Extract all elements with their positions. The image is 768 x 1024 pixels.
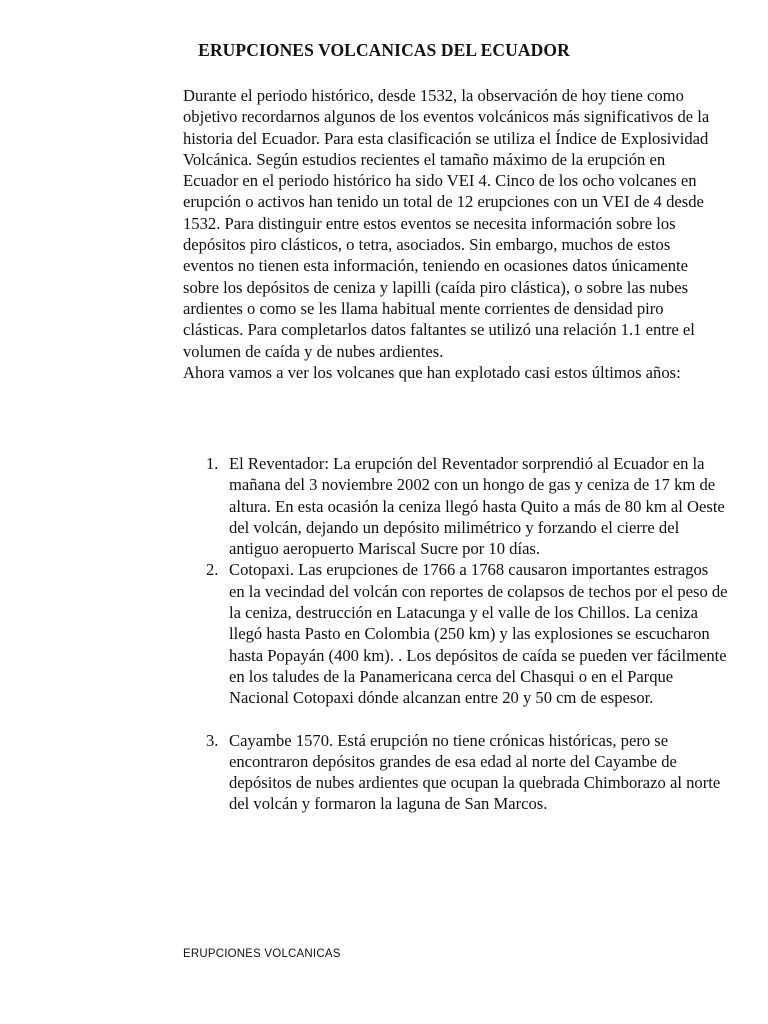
intro-section xyxy=(183,85,723,383)
intro-paragraph: Durante el periodo histórico, desde 1532, la observación de hoy tiene como objetivo recordarnos algunos de los eventos volcánicos más significativos de la historia del Ecuador. Para esta clasificación se utiliza el Índice de Explosividad Volcánica. Según estudios recientes el tamaño máximo de la erupción en Ecuador en el periodo histórico ha sido VEI 4. Cinco de los ocho volcanes en erupción o activos han tenido un total de 12 erupciones con un VEI de 4 desde 1532. Para distinguir entre estos eventos se necesita información sobre los depósitos piro clásticos, o tetra, asociados. Sin embargo, muchos de estos eventos no tienen esta información, teniendo en ocasiones datos únicamente sobre los depósitos de ceniza y lapilli (caída piro clástica), o sobre las nubes ardientes o como se les llama habitual mente corrientes de densidad piro clásticas. Para completarlos datos faltantes se utilizó una relación 1.1 entre el volumen de caída y de nubes ardientes. xyxy=(183,86,710,361)
list-item-cayambe xyxy=(183,730,728,815)
page-footer: ERUPCIONES VOLCANICAS xyxy=(183,948,341,960)
volcano-list xyxy=(183,453,728,815)
list-item-number: 2. xyxy=(206,560,219,580)
list-item-text: El Reventador: La erupción del Reventador sorprendió al Ecuador en la mañana del 3 noviembre 2002 con un hongo de gas y ceniza de 17 km de altura. En esta ocasión la ceniza llegó hasta Quito a más de 80 km al Oeste del volcán, dejando un depósito milimétrico y forzando el cierre del antiguo aeropuerto Mariscal Sucre por 10 días. xyxy=(229,454,725,559)
list-item-text: Cotopaxi. Las erupciones de 1766 a 1768 causaron importantes estragos en la vecindad del volcán con reportes de colapsos de techos por el peso de la ceniza, destrucción en Latacunga y el valle de los Chillos. La ceniza llegó hasta Pasto en Colombia (250 km) y las explosiones se escucharon hasta Popayán (400 km). . Los depósitos de caída se pueden ver fácilmente en los taludes de la Panamericana cerca del Chasqui o en el Parque Nacional Cotopaxi dónde alcanzan entre 20 y 50 cm de espesor. xyxy=(229,560,728,708)
document-title: ERUPCIONES VOLCANICAS DEL ECUADOR xyxy=(198,40,570,60)
list-item-text: Cayambe 1570. Está erupción no tiene crónicas históricas, pero se encontraron depósitos grandes de esa edad al norte del Cayambe de depósitos de nubes ardientes que ocupan la quebrada Chimborazo al norte del volcán y formaron la laguna de San Marcos. xyxy=(229,730,721,814)
list-item-cotopaxi xyxy=(183,559,728,708)
list-item-number: 1. xyxy=(206,454,219,473)
list-item-reventador xyxy=(183,453,728,559)
lead-in-paragraph: Ahora vamos a ver los volcanes que han explotado casi estos últimos años: xyxy=(183,362,681,382)
list-item-number: 3. xyxy=(206,730,219,750)
